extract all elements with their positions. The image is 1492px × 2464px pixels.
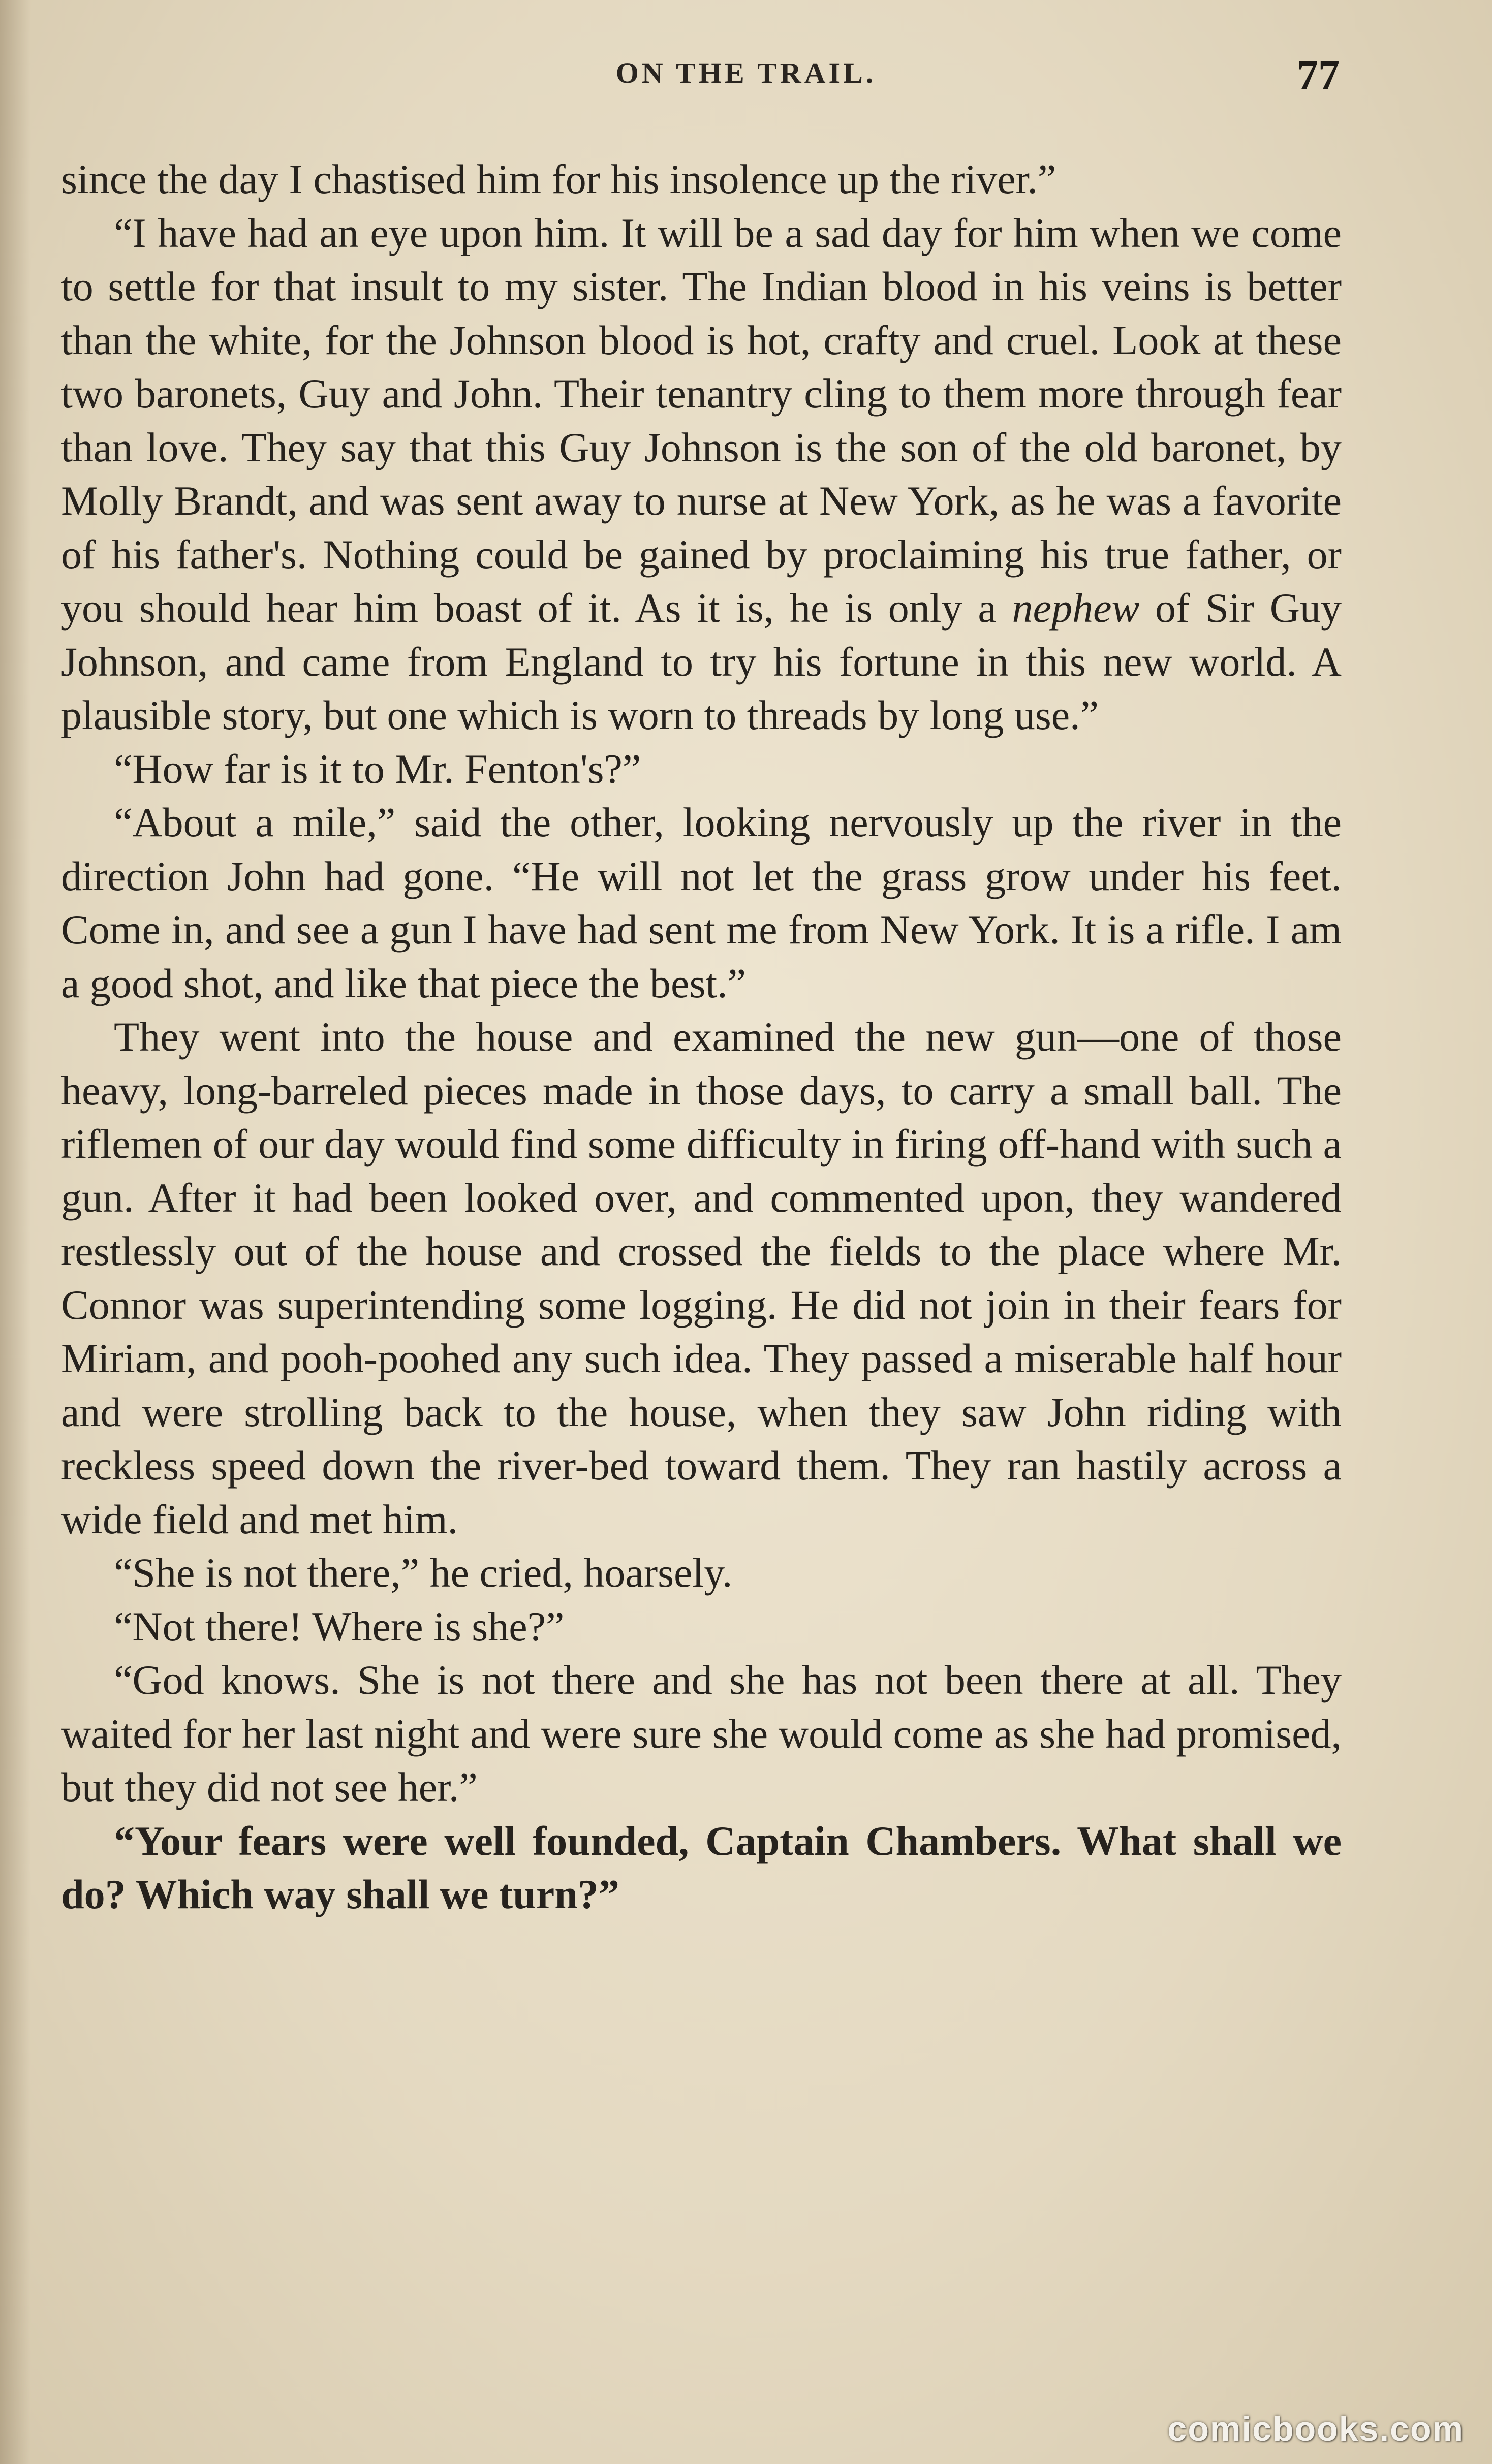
paragraph-2-start: “I have had an eye upon him. It will be a sad day for him when we come to settle for that insult to my sister. The Indian blood in his veins is better than the white, for the Johnson blood is hot, crafty and cruel. Look at these two baronets, Guy and John. Their tenantry cling to them more through fear than love. They say that this Guy Johnson is the son of the old baronet, by Molly Brandt, and was sent away to nurse at New York, as he was a favorite of his father's. Nothing could be gained by proclaiming his true father, or you should hear him boast of it. As it is, he is only a (61, 209, 1342, 631)
running-title: ON THE TRAIL. (615, 56, 877, 89)
body-text (61, 152, 1342, 1921)
running-head (0, 52, 1492, 102)
paragraph-5: They went into the house and examined the new gun—one of those heavy, long-barreled pieces made in those days, to carry a small ball. The riflemen of our day would find some difficulty in firing off-hand with such a gun. After it had been looked over, and commented upon, they wandered restlessly out of the house and crossed the fields to the place where Mr. Connor was superintending some logging. He did not join in their fears for Miriam, and pooh-poohed any such idea. They passed a miserable half hour and were strolling back to the house, when they saw John riding with reckless speed down the river-bed toward them. They ran hastily across a wide field and met him. (61, 1014, 1342, 1542)
paragraph-1: since the day I chastised him for his insolence up the river.” (61, 156, 1056, 202)
paragraph-2 (61, 206, 1342, 742)
paragraph-9: “Your fears were well founded, Captain Chambers. What shall we do? Which way shall we turn?” (61, 1817, 1342, 1917)
watermark: comicbooks.com (1167, 2410, 1464, 2448)
page-number: 77 (1297, 52, 1340, 99)
paragraph-2-end: of Sir Guy Johnson, and came from England to try his fortune in this new world. A plausible story, but one which is worn to threads by long use.” (61, 585, 1342, 738)
paragraph-3: “How far is it to Mr. Fenton's?” (114, 745, 641, 792)
page-edge-shadow (0, 0, 30, 2464)
paragraph-8: “God knows. She is not there and she has not been there at all. They waited for her last night and were sure she would come as she had promised, but they did not see her.” (61, 1657, 1342, 1810)
paragraph-7: “Not there! Where is she?” (114, 1603, 565, 1650)
paragraph-6: “She is not there,” he cried, hoarsely. (114, 1550, 733, 1596)
paragraph-4: “About a mile,” said the other, looking nervously up the river in the direction John had gone. “He will not let the grass grow under his feet. Come in, and see a gun I have had sent me from New York. It is a rifle. I am a good shot, and like that piece the best.” (61, 799, 1342, 1006)
italic-nephew: nephew (1012, 585, 1140, 631)
